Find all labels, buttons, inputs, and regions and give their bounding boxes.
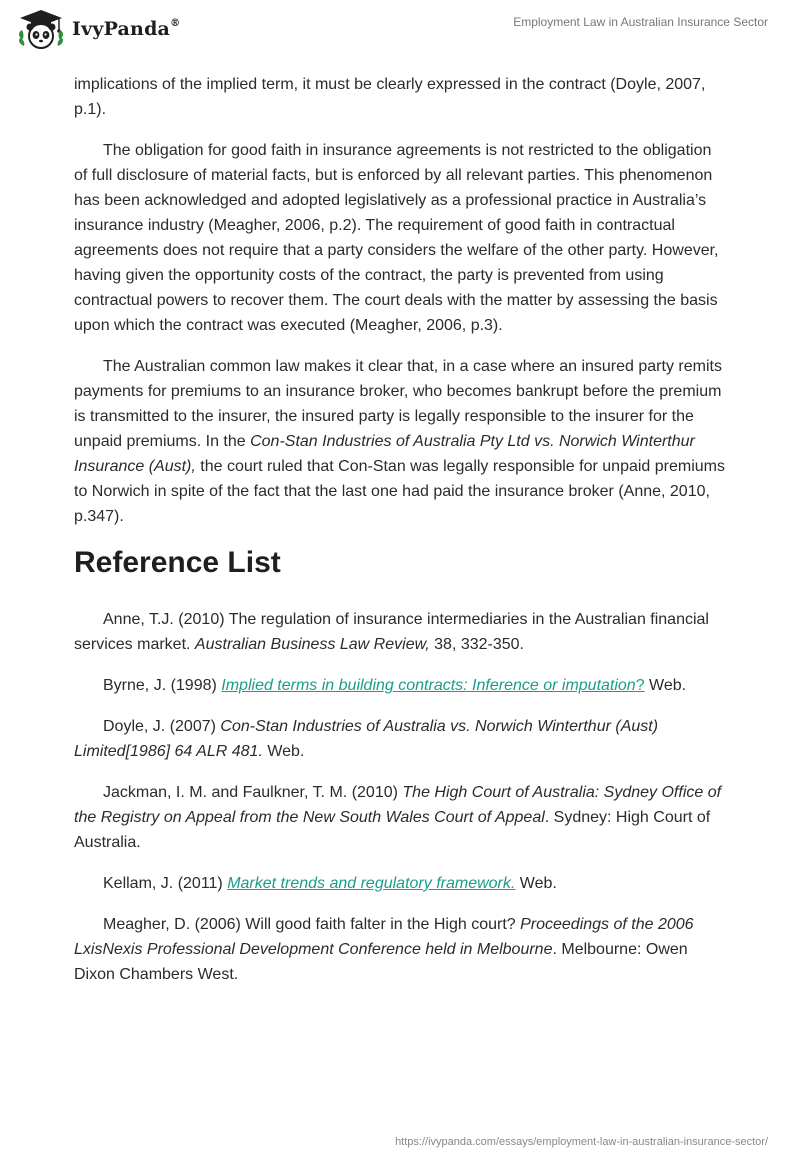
paragraph: The obligation for good faith in insurance agreements is not restricted to the obligation of full disclosure of material facts, but is enforced by all relevant parties. This phenomenon has been acknowledged and adopted legislatively as a professional practice in Australia’s insurance industry (Meagher, 2006, p.2). The requirement of good faith in contractual agreements does not require that a party considers the welfare of the other party. However, having given the opportunity costs of the contract, the party is prevented from using contractual powers to recover them. The court deals with the matter by assessing the basis upon which the contract was executed (Meagher, 2006, p.3).	[74, 142, 719, 334]
essay-content	[74, 72, 726, 1003]
reference-item: Doyle, J. (2007) Con-Stan Industries of Australia vs. Norwich Winterthur (Aust) Limited[1986] 64 ALR 481. Web.	[74, 718, 659, 760]
page-header	[0, 0, 800, 64]
reference-link-kellam[interactable]: Market trends and regulatory framework.	[227, 875, 516, 892]
reference-item: Anne, T.J. (2010) The regulation of insurance intermediaries in the Australian financial services market. Australian Business Law Review, 38, 332-350.	[74, 611, 709, 653]
brand-name: IvyPanda®	[72, 17, 181, 40]
source-url[interactable]: https://ivypanda.com/essays/employment-law-in-australian-insurance-sector/	[395, 1136, 768, 1148]
paragraph: implications of the implied term, it must be clearly expressed in the contract (Doyle, 2007, p.1).	[74, 76, 706, 118]
reference-item: Jackman, I. M. and Faulkner, T. M. (2010) The High Court of Australia: Sydney Office of the Registry on Appeal from the New South Wales Court of Appeal. Sydney: High Court of Australia.	[74, 784, 722, 851]
reference-item: Byrne, J. (1998) Implied terms in building contracts: Inference or imputation? Web.	[103, 677, 687, 694]
reference-link-byrne[interactable]: Implied terms in building contracts: Inference or imputation?	[221, 677, 645, 694]
panda-logo-icon	[16, 8, 66, 50]
ivypanda-logo[interactable]	[16, 8, 180, 50]
document-title: Employment Law in Australian Insurance Sector	[513, 15, 768, 29]
case-name: Con-Stan Industries of Australia Pty Ltd vs. Norwich Winterthur Insurance (Aust),	[74, 433, 695, 475]
reference-list	[74, 607, 726, 987]
reference-item: Meagher, D. (2006) Will good faith falter in the High court? Proceedings of the 2006 LxisNexis Professional Development Conference held in Melbourne. Melbourne: Owen Dixon Chambers West.	[74, 916, 694, 983]
reference-item: Kellam, J. (2011) Market trends and regulatory framework. Web.	[103, 875, 557, 892]
paragraph: The Australian common law makes it clear that, in a case where an insured party remits payments for premiums to an insurance broker, who becomes bankrupt before the premium is transmitted to the insurer, the insured party is legally responsible to the insurer for the unpaid premiums. In the Con-Stan Industries of Australia Pty Ltd vs. Norwich Winterthur Insurance (Aust), the court ruled that Con-Stan was legally responsible for unpaid premiums to Norwich in spite of the fact that the last one had paid the insurance broker (Anne, 2010, p.347).	[74, 358, 725, 525]
reference-list-heading: Reference List	[74, 546, 281, 579]
